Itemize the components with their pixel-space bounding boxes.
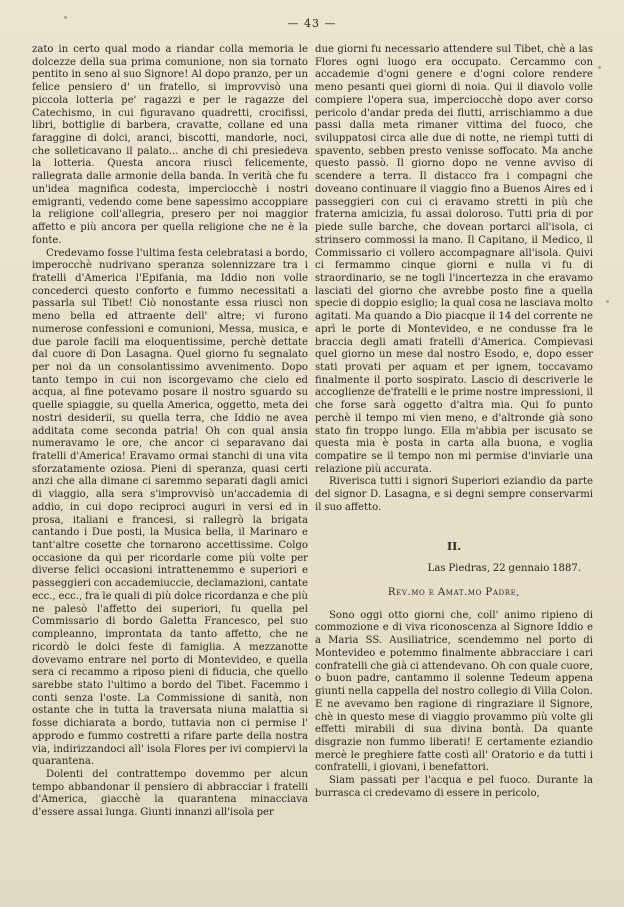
paragraph: zato in certo qual modo a riandar colla memoria le dolcezze della sua prima comunione, non sia tornato pentito in seno al suo Signore! Al dopo pranzo, per un felice pensiero d' un fratello, si improvvisò una piccola lotteria pe' ragazzi e per le ragazze del Catechismo, in cui figuravano quadretti, crocifissi, libri, bottiglie di barbera, cravatte, collane ed una faraggine di dolci, aranci, biscotti, mandorle, noci, che solleticavano il palato... anche di chi presiedeva la lotteria. Questa ancora riuscì felicemente, rallegrata dalle armonie della banda. In verità che fu un'idea magnifica codesta, imperciocchè i nostri emigranti, vedendo come bene sapessimo accoppiare la religione coll'allegria, presero per noi maggior affetto e più ancora per quella religione che ne è la fonte. [32, 44, 308, 246]
paragraph: Sono oggi otto giorni che, coll' animo ripieno di commozione e di viva riconoscenza al Signore Iddio e a Maria SS. Ausiliatrice, scendemmo nel porto di Montevideo e potemmo finalmente abbracciare i cari confratelli che già ci attendevano. Oh con quale cuore, o buon padre, cantammo il solenne Tedeum appena giunti nella cappella del nostro collegio di Villa Colon. E ne avevamo ben ragione di ringraziare il Signore, chè in questo mese di viaggio provammo più volte gli effetti mirabili di sua divina bontà. Da quante disgrazie non fummo liberati! E certamente eziandio mercè le preghiere fatte costì all' Oratorio e da tutti i confratelli, i giovani, i benefattori. [315, 609, 593, 774]
paper-speck [64, 16, 67, 19]
right-column [315, 44, 593, 801]
paragraph: due giorni fu necessario attendere sul Tibet, chè a las Flores ogni luogo era occupato. Cercammo con accademie d'ogni genere e d'ogni colore rendere meno pesanti quei giorni di noia. Qui il diavolo volle compiere l'opera sua, imperciocchè dopo aver corso pericolo d'andar preda dei flutti, arrischiammo a due passi dalla meta rimaner vittima del fuoco, che sviluppatosi circa alle due di notte, ne riempì tutti di spavento, sebben presto venisse soffocato. Ma anche questo passò. Il giorno dopo ne venne avviso di scendere a terra. Il distacco fra i compagni che doveano continuare il viaggio fino a Buenos Aires ed i passeggieri con cui ci eravamo stretti in più che fraterna amicizia, fu assai doloroso. Tutti pria di por piede sulle barche, che dovean portarci all'isola, ci strinsero commossi la mano. Il Capitano, il Medico, il Commissario ci vollero accompagnare all'isola. Quivi ci fermammo cinque giorni e nulla vi fu di straordinario, se ne togli l'incertezza in che eravamo lasciati del giorno che avrebbe posto fine a quella specie di doppio esiglio; la qual cosa ne lasciava molto agitati. Ma quando a Dio piacque il 14 del corrente ne aprì le porte di Montevideo, e ne condusse fra le braccia degli amati fratelli d'America. Compievasi quel giorno un mese dal nostro Esodo, e, dopo esser stati provati per aquam et per ignem, toccavamo finalmente il porto sospirato. Lascio di descriverle le accoglienze de'fratelli e le prime nostre impressioni, il che forse sarà oggetto d'altra mia. Qui fo punto perchè il tempo mi vien meno, e d'altronde già sono stato fin troppo lungo. Ella m'abbia per iscusato se questa mia è posta in carta alla buona, e voglia compatire se il tempo non mi permise d'inviarle una relazione più accurata. [315, 44, 593, 475]
section-number: II. [446, 539, 462, 553]
letter-place-date: Las Piedras, 22 gennaio 1887. [427, 563, 581, 575]
letter-salutation: Rev.mo e Amat.mo Padre, [387, 587, 521, 599]
paragraph: Dolenti del contrattempo dovemmo per alcun tempo abbandonar il pensiero di abbracciar i fratelli d'America, giacchè la quarantena minacciava d'essere assai lunga. Giunti innanzi all'isola per [32, 768, 308, 819]
page-number: — 43 — [287, 17, 337, 30]
paragraph: Siam passati per l'acqua e pel fuoco. Durante la burrasca ci credevamo di essere in pericolo, [315, 775, 593, 799]
paragraph: Credevamo fosse l'ultima festa celebratasi a bordo, imperocchè nudrivano speranza solennizzare tra i fratelli d'America l'Epifania, ma Iddio non volle concederci questo conforto e fummo necessitati a passarla sul Tibet! Ciò nonostante essa riuscì non meno bella ed attraente dell' altre; vi furono numerose confessioni e comunioni, Messa, musica, e due parole facili ma eloquentissime, perchè dettate dal cuore di Don Lasagna. Quel giorno fu segnalato per noi da un consolantissimo avvenimento. Dopo tanto tempo in cui non iscorgevamo che cielo ed acqua, al fine potevamo posare il nostro sguardo su quelle spiaggie, su quella America, oggetto, meta dei nostri desiderii, su quella terra, che Iddio ne avea additata come seconda patria! Oh con qual ansia numeravamo le ore, che ancor ci separavano dai fratelli d'America! Eravamo ormai stanchi di una vita sforzatamente oziosa. Pieni di speranza, quasi certi anzi che alla dimane ci saremmo separati dagli amici di viaggio, alla sera s'improvvisò un'accademia di addio, in cui dopo reciproci auguri in versi ed in prosa, italiani e francesi, si rallegrò la brigata cantando i Due posti, la Musica bella, il Marinaro e tant'altre cosette che tornarono accettissime. Colgo occasione da qui per ricordarle come più volte per diverse felici occasioni intrattenemmo e superiori e passeggieri con accademiuccie, declamazioni, cantate ecc., ecc., fra le quali di più dolce ricordanza e che più ne palesò l'affetto dei superiori, fu quella pel Commissario di bordo Galetta Francesco, pel suo compleanno, improntata da tanto affetto, che ne ricordò le dolci feste di famiglia. A mezzanotte dovevamo entrare nel porto di Montevideo, e quella sera ci recammo a riposo pieni di fiducia, che quello sarebbe stato l'ultimo a bordo del Tibet. Facemmo i conti senza l'oste. La Commissione di sanità, non ostante che in tutta la traversata niuna malattia si fosse dichiarata a bordo, tuttavia non ci permise l' approdo e fummo costretti a rifare parte della nostra via, indirizzandoci all' isola Flores per ivi compiervi la quarantena. [32, 247, 309, 768]
paper-speck [598, 66, 601, 69]
left-column [32, 44, 308, 820]
paper-speck [606, 300, 609, 303]
paragraph: Riverisca tutti i signori Superiori eziandio da parte del signor D. Lasagna, e si degni sempre conservarmi il suo affetto. [315, 476, 593, 513]
